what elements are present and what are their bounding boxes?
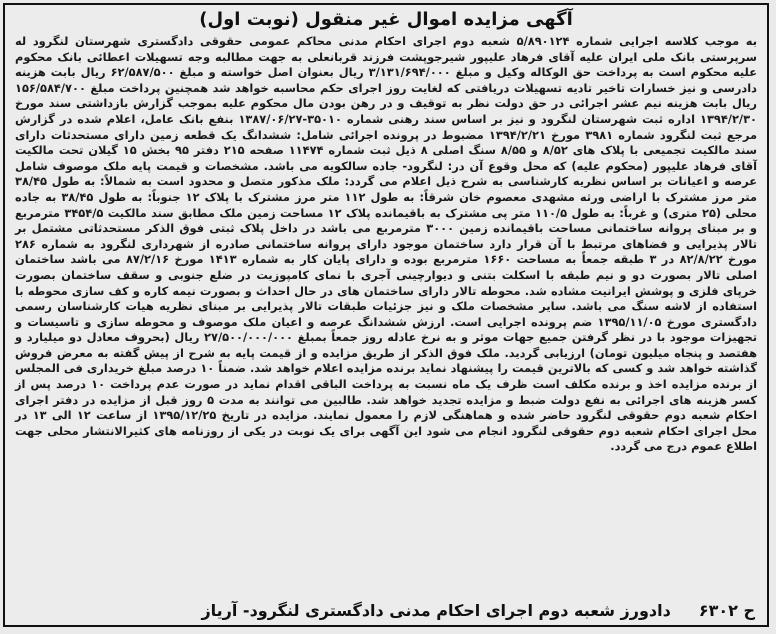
notice-body: به موجب کلاسه اجرایی شماره ۵/۸۹۰۱۲۴ شعبه دوم اجرای احکام مدنی محاکم عمومی حقوقی دادگستری شهرستان لنگرود له سرپرستی بانک ملی ایران علیه آقای فرهاد علیپور شیرجوپشت فرزند قربانعلی به جهت مطالبه وجه تسهیلات اعطائی بانک محکوم علیه محکوم است به پرداخت حق الوکاله وکیل و مبلغ ۳/۱۳۱/۶۹۴/۰۰۰ ریال بعنوان اصل خواسته و مبلغ ۶۲/۵۸۷/۵۰۰ ریال بابت هزینه دادرسی و نیز خسارات تاخیر تادیه تسهیلات دریافتی که لغایت روز اجرای حکم محاسبه خواهد شد همچنین پرداخت مبلغ ۱۵۶/۵۸۴/۷۰۰ ریال بابت هزینه نیم عشر اجرائی در حق دولت نظر به توقیف و در رهن بودن مال محکوم علیه بموجب گزارش بازداشتی سند مورخ ۱۳۹۴/۲/۳۰ اداره ثبت شهرستان لنگرود و نیز بر اساس سند رهنی شماره ۳۵۰۱۰-۱۳۸۷/۰۶/۲۷ بنفع بانک عامل، اعلام شده در گزارش مرجع ثبت لنگرود شماره ۳۹۸۱ مورخ ۱۳۹۴/۲/۲۱ مضبوط در پرونده اجرائی شامل: ششدانگ یک قطعه زمین دارای مستحدثات دارای سند مالکیت تجمیعی با پلاک های ۸/۵۲ و ۸/۵۵ سنگ اصلی ۸ ذیل ثبت شماره ۱۱۴۷۴ صفحه ۲۱۵ دفتر ۹۵ بخش ۱۵ گیلان تحت مالکیت آقای فرهاد علیپور (محکوم علیه) که محل وقوع آن در: لنگرود- جاده سالکویه می باشد. مشخصات و قیمت پایه ملک موصوف شامل عرصه و اعیانات بر اساس نظریه کارشناسی به شرح ذیل اعلام می گردد: ملک مذکور متصل و محدود است به شمالاً: به طول ۳۸/۴۵ متر مرز مشترک با اراضی ورثه مشهدی معصوم خان شرقاً: به طول ۱۱۲ متر مرز مشترک با پلاک ۱۲ جنوباً: به طول ۳۸/۴۵ به جاده محلی (۲۵ متری) و غرباً: به طول ۱۱۰/۵ متر پی مشترک به باقیمانده پلاک ۱۲ مساحت زمین ملک مطابق سند مالکیت ۳۴۵۴/۵ مترمربع و بر مبنای پروانه ساختمانی مساحت باقیمانده زمین ۳۰۰۰ مترمربع می باشد در داخل پلاک ثبتی فوق الذکر مستحدثاتی مشتمل بر تالار پذیرایی و فضاهای مرتبط با آن قرار دارد ساختمان موجود دارای پروانه ساختمانی صادره از شهرداری لنگرود به شماره ۲۸۶ مورخ ۸۲/۸/۲۲ در ۳ طبقه جمعاً به مساحت ۱۶۶۰ مترمربع بوده و دارای پایان کار به شماره ۱۴۱۳ مورخ ۸۷/۲/۱۶ می باشد ساختمان اصلی تالار بصورت دو و نیم طبقه با اسکلت بتنی و دیوارچینی آجری با نمای کامپوزیت در ضلع جنوبی و سقف ساختمان بصورت خرپای فلزی و پوشش ایرانیت مشاده شد. محوطه تالار دارای ساختمان های در حال احداث و بصورت نیمه کاره و کف سازی محوطه با استفاده از لاشه سنگ می باشد. سایر مشخصات ملک و نیز جزئیات طبقات تالار پذیرایی بر مبنای نظریه هیات کارشناسان رسمی دادگستری مورخ ۱۳۹۵/۱۱/۰۵ ضم پرونده اجرایی است. ارزش ششدانگ عرصه و اعیان ملک موصوف و محوطه سازی و تاسیسات و تجهیزات موجود با در نظر گرفتن جمیع جهات موثر و به نرخ عادله روز جمعاً بمبلغ ۲۷/۵۰۰/۰۰۰/۰۰۰ ریال (بحروف معادل دو میلیارد و هفتصد و پنجاه میلیون تومان) ارزیابی گردید. ملک فوق الذکر از طریق مزایده و از قیمت پایه به شرح از پیش گفته به معرض فروش گذاشته خواهد شد و کسی که بالاترین قیمت را پیشنهاد نماید برنده مزایده اعلام خواهد شد. ضمناً ۱۰ درصد مبلغ خریداری فی المجلس از برنده مزایده اخذ و برنده مکلف است ظرف یک ماه نسبت به پرداخت الباقی اقدام نماید در صورت عدم پرداخت ۱۰ درصد پس از کسر هزینه های اجرائی به نفع دولت ضبط و مزایده تجدید خواهد شد. طالبین می توانند به مدت ۵ روز قبل از مزایده در دفتر اجرای احکام شعبه دوم حقوقی لنگرود حاضر شده و هماهنگی لازم را معمول نمایند. مزایده در تاریخ ۱۳۹۵/۱۲/۲۵ از ساعت ۱۲ الی ۱۳ در محل اجرای احکام شعبه دوم حقوقی لنگرود انجام می شود این آگهی برای یک نوبت در یکی از روزنامه های کثیرالانتشار محلی جهت اطلاع عموم درج می گردد. xyxy=(15,34,758,454)
notice-signature: دادورز شعبه دوم اجرای احکام مدنی دادگستری لنگرود- آریاز xyxy=(201,601,671,620)
auction-notice xyxy=(3,3,769,627)
notice-footer xyxy=(17,601,755,621)
notice-code: ح ۶۳۰۲ xyxy=(698,601,755,620)
notice-title: آگهی مزایده اموال غیر منقول (نوبت اول) xyxy=(199,9,573,30)
